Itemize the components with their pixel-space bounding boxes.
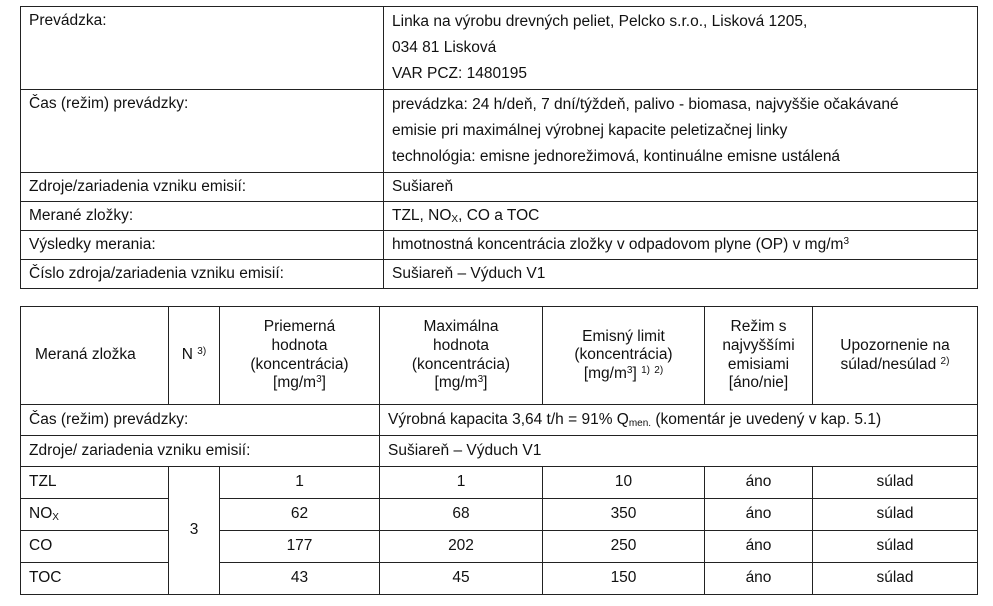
info-value-line: technológia: emisne jednorežimová, kontinuálne emisne ustálená <box>392 148 841 165</box>
info-label: Zdroje/zariadenia vzniku emisií: <box>21 173 384 202</box>
info-value-line: 034 81 Lisková <box>392 39 497 56</box>
info-label: Výsledky merania: <box>21 231 384 260</box>
header-component: Meraná zložka <box>21 307 169 405</box>
average-value: 1 <box>220 467 380 499</box>
info-row-emission-sources <box>21 173 978 202</box>
operation-mode-label: Čas (režim) prevádzky: <box>21 405 380 436</box>
info-value-line: Linka na výrobu drevných peliet, Pelcko s.r.o., Lisková 1205, <box>392 13 808 30</box>
average-value: 62 <box>220 499 380 531</box>
operation-mode-row <box>21 405 978 436</box>
table-header-row <box>21 307 978 405</box>
mode-value: áno <box>705 531 813 563</box>
n-value: 3 <box>169 467 220 595</box>
compliance-value: súlad <box>813 563 978 595</box>
mode-value: áno <box>705 563 813 595</box>
emission-source-value: Sušiareň – Výduch V1 <box>380 436 978 467</box>
info-value <box>384 90 978 173</box>
info-row-operation-time <box>21 90 978 173</box>
limit-value: 10 <box>543 467 705 499</box>
emission-source-label: Zdroje/ zariadenia vzniku emisií: <box>21 436 380 467</box>
info-row-facility <box>21 7 978 90</box>
maximum-value: 202 <box>380 531 543 563</box>
info-value-line: VAR PCZ: 1480195 <box>392 65 527 82</box>
operation-info-table <box>20 6 978 289</box>
header-maximum: Maximálna hodnota (koncentrácia) $[mg/m^3]$ <box>380 307 543 405</box>
info-value: hmotnostná koncentrácia zložky v odpadovom plyne (OP) v $mg/m^3$ <box>384 231 978 260</box>
info-label: Čas (režim) prevádzky: <box>21 90 384 173</box>
info-label: Číslo zdroja/zariadenia vzniku emisií: <box>21 260 384 289</box>
info-value: TZL, $NO_X$, CO a TOC <box>384 202 978 231</box>
operation-mode-value: Výrobná kapacita 3,64 t/h = 91% $Q_{men.}$ (komentár je uvedený v kap. 5.1) <box>380 405 978 436</box>
info-value-line: prevádzka: 24 h/deň, 7 dní/týždeň, palivo - biomasa, najvyššie očakávané <box>392 96 899 113</box>
info-value: Sušiareň <box>384 173 978 202</box>
limit-value: 150 <box>543 563 705 595</box>
table-row <box>21 563 978 595</box>
info-row-source-number <box>21 260 978 289</box>
header-n: N $^{3)}$ <box>169 307 220 405</box>
header-compliance: Upozornenie na súlad/nesúlad $^{2)}$ <box>813 307 978 405</box>
header-emission-limit: Emisný limit (koncentrácia) $[mg/m^3]$ $^{1)}$ $^{2)}$ <box>543 307 705 405</box>
compliance-value: súlad <box>813 531 978 563</box>
header-highest-emission-mode: Režim s najvyššími emisiami [áno/nie] <box>705 307 813 405</box>
info-row-measured-components <box>21 202 978 231</box>
limit-value: 350 <box>543 499 705 531</box>
component-name: TOC <box>21 563 169 595</box>
component-name: $NO_X$ <box>21 499 169 531</box>
mode-value: áno <box>705 467 813 499</box>
measurement-results-table <box>20 306 978 595</box>
table-row <box>21 531 978 563</box>
info-row-results <box>21 231 978 260</box>
component-name: TZL <box>21 467 169 499</box>
info-value: Sušiareň – Výduch V1 <box>384 260 978 289</box>
component-name: CO <box>21 531 169 563</box>
header-average: Priemerná hodnota (koncentrácia) $[mg/m^3]$ <box>220 307 380 405</box>
compliance-value: súlad <box>813 499 978 531</box>
compliance-value: súlad <box>813 467 978 499</box>
limit-value: 250 <box>543 531 705 563</box>
info-label: Prevádzka: <box>21 7 384 90</box>
average-value: 177 <box>220 531 380 563</box>
info-value-line: emisie pri maximálnej výrobnej kapacite peletizačnej linky <box>392 122 788 139</box>
mode-value: áno <box>705 499 813 531</box>
info-label: Merané zložky: <box>21 202 384 231</box>
emission-source-row <box>21 436 978 467</box>
average-value: 43 <box>220 563 380 595</box>
maximum-value: 45 <box>380 563 543 595</box>
table-row <box>21 499 978 531</box>
maximum-value: 68 <box>380 499 543 531</box>
maximum-value: 1 <box>380 467 543 499</box>
info-value <box>384 7 978 90</box>
table-row <box>21 467 978 499</box>
